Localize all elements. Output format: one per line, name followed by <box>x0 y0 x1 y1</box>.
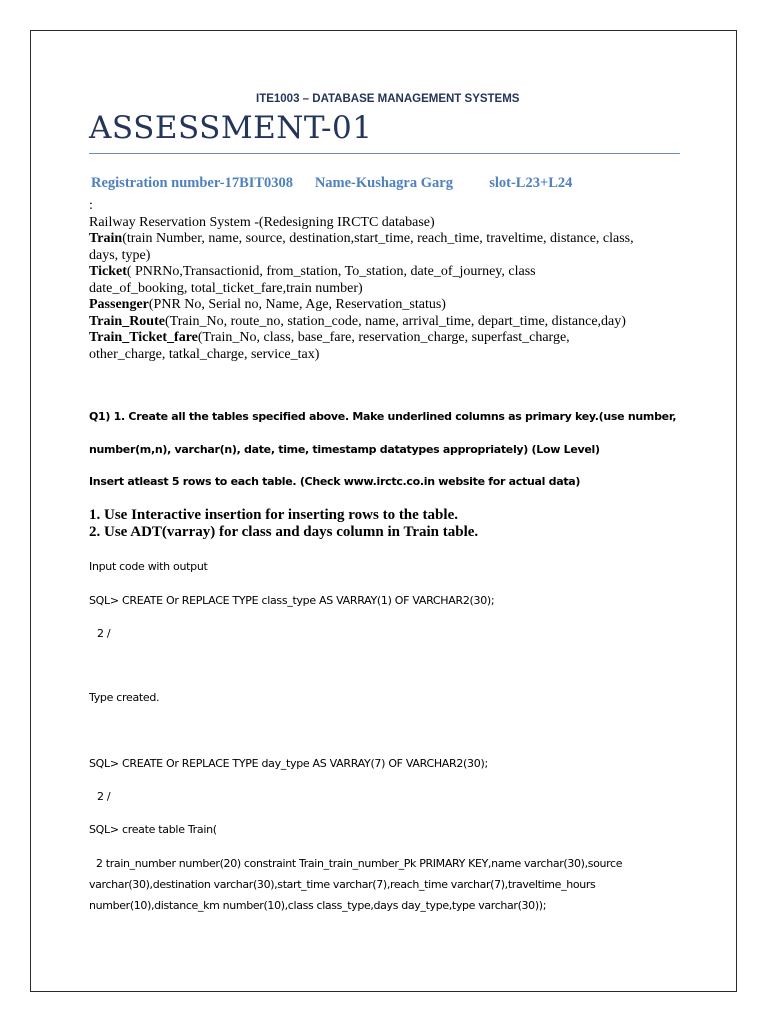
instructions <box>89 507 478 541</box>
course-title: ITE1003 – DATABASE MANAGEMENT SYSTEMS <box>256 93 520 105</box>
table-columns: (PNR No, Serial no, Name, Age, Reservation_status) <box>148 297 446 312</box>
code-line: 2 train_number number(20) constraint Train_train_number_Pk PRIMARY KEY,name varchar(30),source <box>96 857 623 870</box>
instruction-1: 1. Use Interactive insertion for inserting rows to the table. <box>89 507 458 523</box>
sql-result-1: Type created. <box>89 691 160 704</box>
title-divider <box>89 153 680 154</box>
table-train-route <box>89 314 684 331</box>
colon-mark: : <box>89 198 93 213</box>
sql-continuation-1: 2 / <box>97 627 111 640</box>
student-info-line <box>91 175 572 192</box>
table-name: Train_Route <box>89 313 165 329</box>
table-name: Passenger <box>89 297 149 312</box>
assessment-title: ASSESSMENT-01 <box>89 110 373 146</box>
question-line-2: number(m,n), varchar(n), date, time, timestamp datatypes appropriately) (Low Level) <box>89 443 600 456</box>
table-train-ticket-fare <box>89 330 684 347</box>
table-name: Train <box>89 231 123 246</box>
code-line: varchar(30),destination varchar(30),start_time varchar(7),reach_time varchar(7),traveltime_hours <box>89 878 596 891</box>
student-name: Name-Kushagra Garg <box>314 175 453 191</box>
sql-statement-1: SQL> CREATE Or REPLACE TYPE class_type AS VARRAY(1) OF VARCHAR2(30); <box>89 594 495 607</box>
table-ticket <box>89 264 684 281</box>
question-line-3: Insert atleast 5 rows to each table. (Check www.irctc.co.in website for actual data) <box>89 475 581 488</box>
sql-statement-2: SQL> CREATE Or REPLACE TYPE day_type AS VARRAY(7) OF VARCHAR2(30); <box>89 757 488 770</box>
code-heading: Input code with output <box>89 560 208 573</box>
table-train-ticket-fare-cont: other_charge, tatkal_charge, service_tax) <box>89 346 320 362</box>
table-train <box>89 231 684 248</box>
table-train-cont: days, type) <box>89 247 151 263</box>
instruction-2: 2. Use ADT(varray) for class and days column in Train table. <box>89 524 479 540</box>
sql-create-table-block <box>89 853 689 916</box>
registration-number: Registration number-17BIT0308 <box>91 175 294 191</box>
table-columns: (Train_No, class, base_fare, reservation_charge, superfast_charge, <box>197 330 570 345</box>
table-columns: (Train_No, route_no, station_code, name, arrival_time, depart_time, distance,day) <box>164 313 626 329</box>
table-columns: ( PNRNo,Transactionid, from_station, To_station, date_of_journey, class <box>126 264 536 279</box>
slot-info: slot-L23+L24 <box>489 175 573 191</box>
table-columns: (train Number, name, source, destination,start_time, reach_time, traveltime, distance, class, <box>122 231 634 246</box>
sql-statement-3: SQL> create table Train( <box>89 823 217 836</box>
table-name: Train_Ticket_fare <box>89 330 198 345</box>
table-name: Ticket <box>89 264 127 279</box>
question-line-1: Q1) 1. Create all the tables specified above. Make underlined columns as primary key.(use number, <box>89 410 677 423</box>
table-ticket-cont: date_of_booking, total_ticket_fare,train number) <box>89 280 363 296</box>
system-title: Railway Reservation System -(Redesigning IRCTC database) <box>89 214 435 230</box>
sql-continuation-2: 2 / <box>97 790 111 803</box>
schema-description <box>89 198 684 363</box>
code-line: number(10),distance_km number(10),class class_type,days day_type,type varchar(30)); <box>89 899 547 912</box>
table-passenger <box>89 297 684 314</box>
